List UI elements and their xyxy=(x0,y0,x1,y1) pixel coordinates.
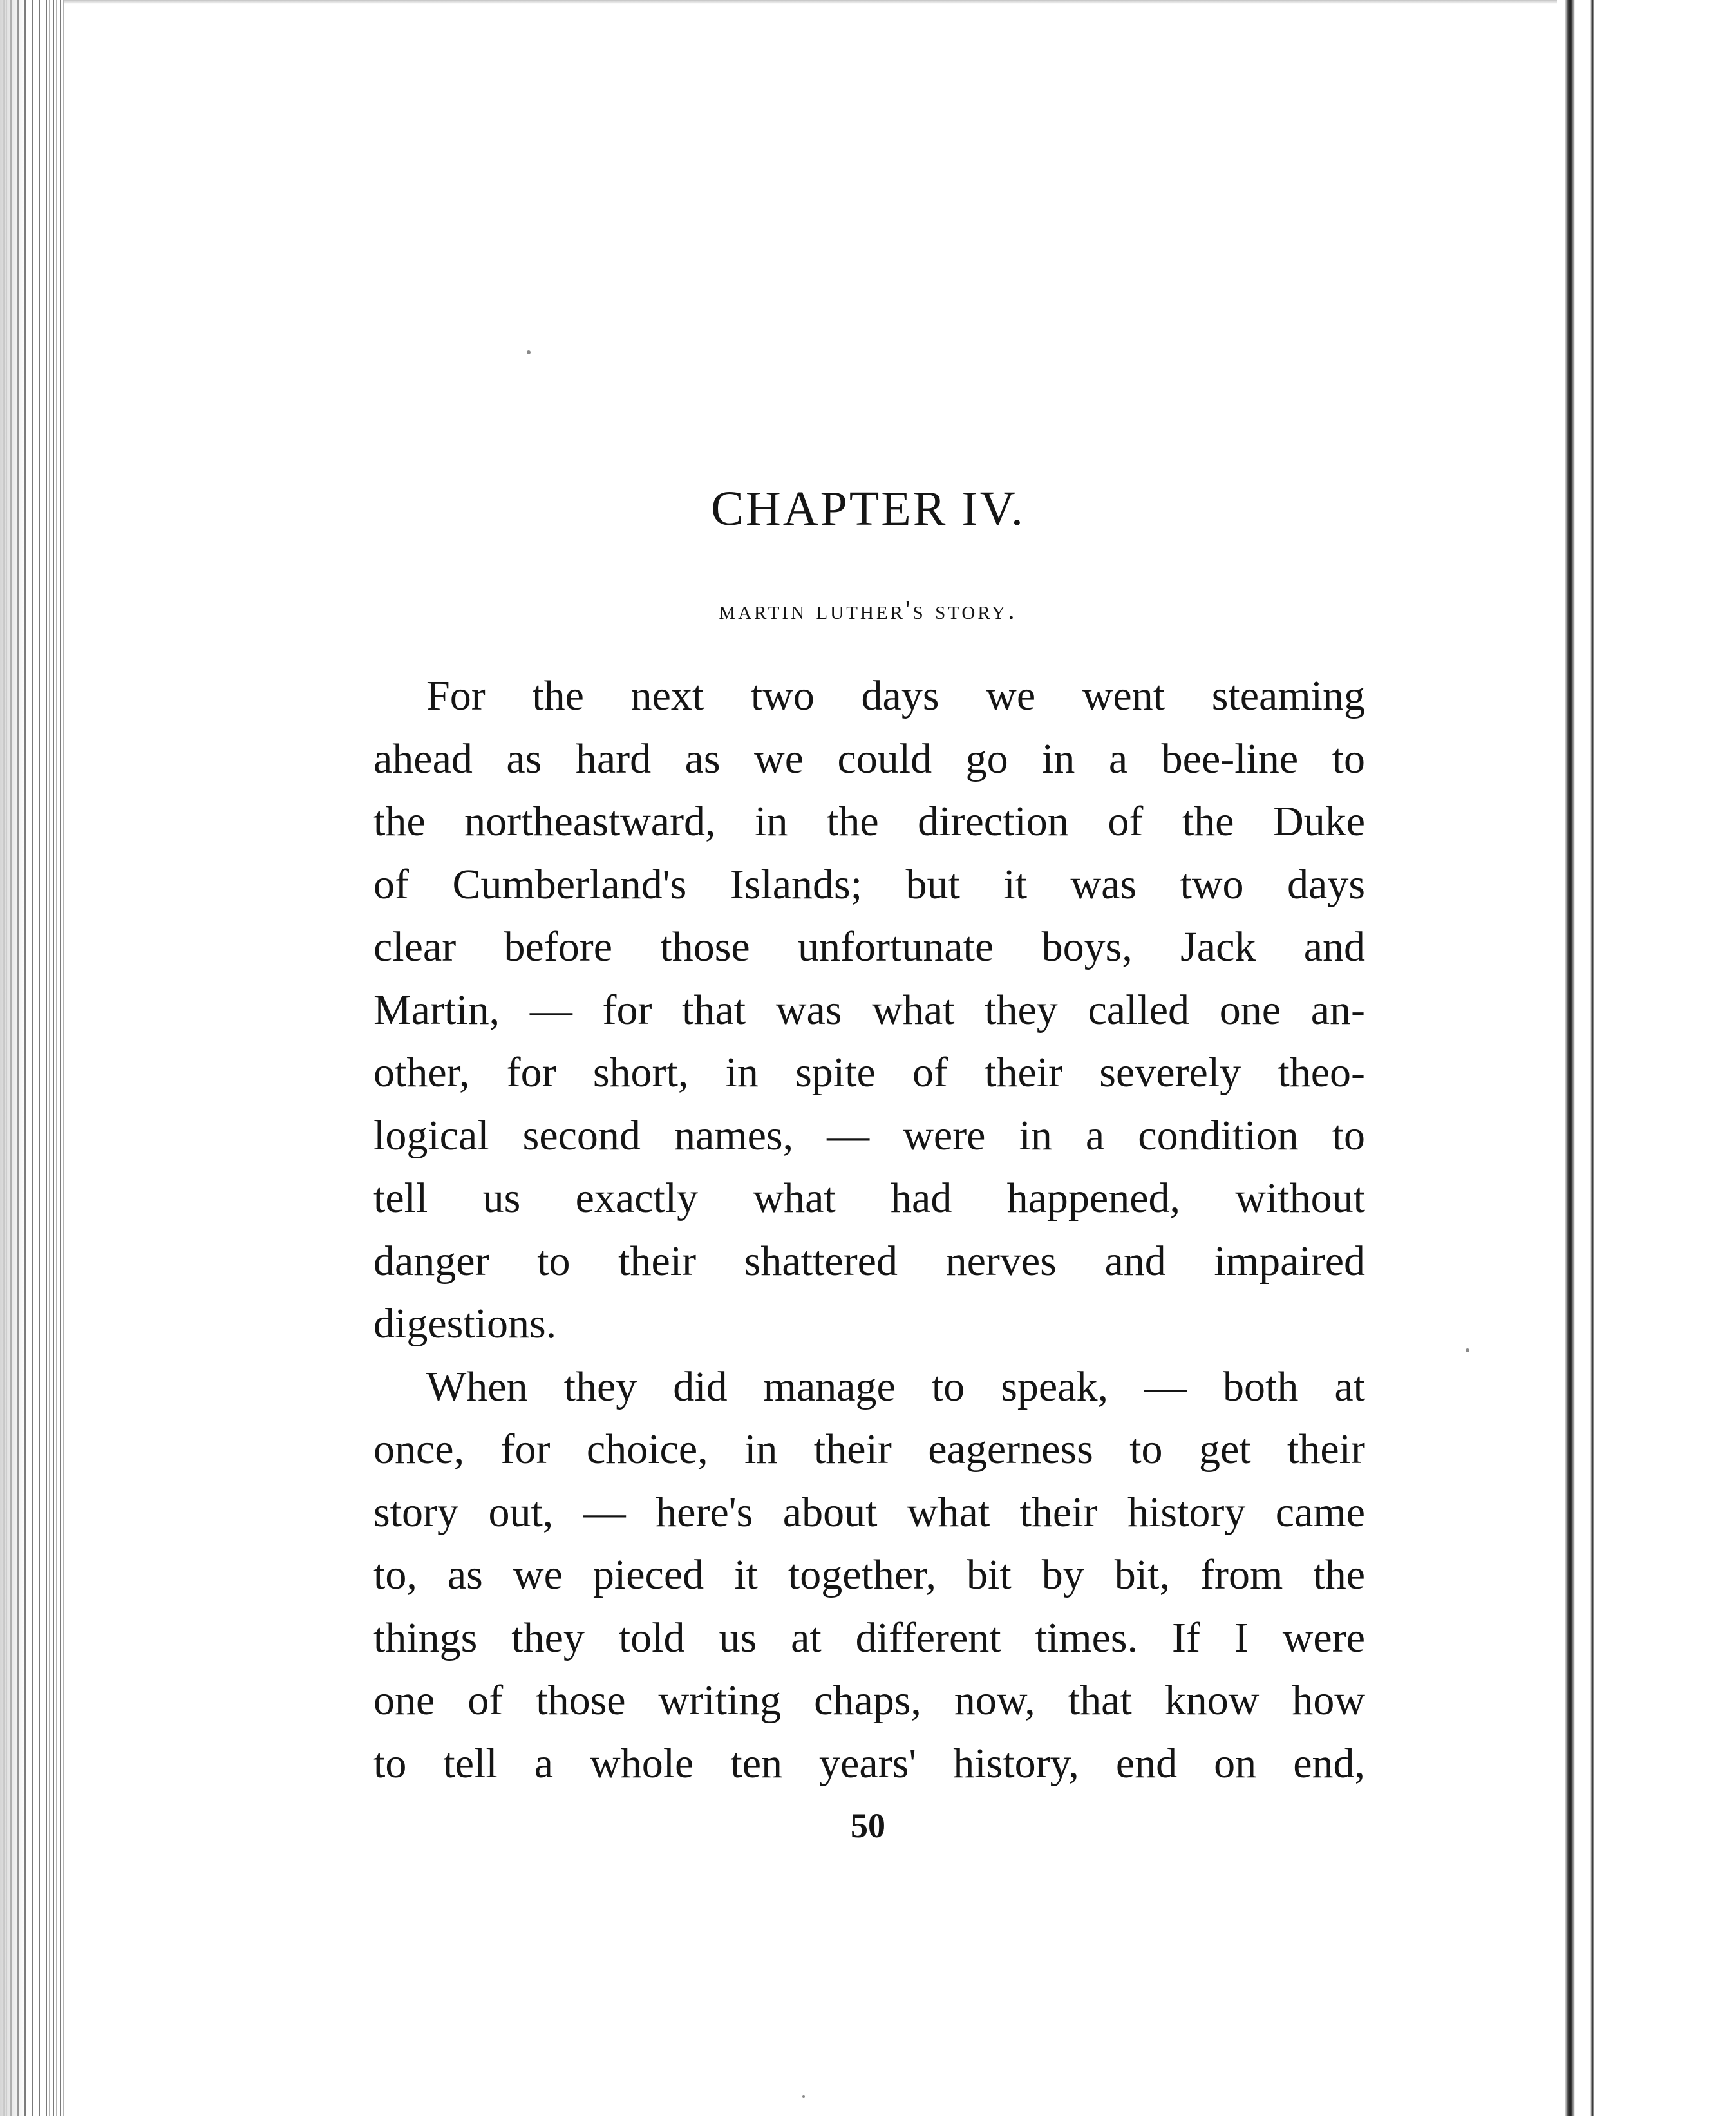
text-line: Martin, — for that was what they called one an- xyxy=(373,986,1365,1034)
text-line: danger to their shattered nerves and impaired xyxy=(373,1237,1365,1285)
left-edge-shadow xyxy=(0,0,26,2116)
text-line: When they did manage to speak, — both at xyxy=(426,1363,1365,1410)
text-line: ahead as hard as we could go in a bee-line to xyxy=(373,735,1365,782)
page-number: 50 xyxy=(851,1806,885,1845)
text-line: to tell a whole ten years' history, end on end, xyxy=(373,1739,1365,1787)
right-binding-edge xyxy=(1565,0,1575,2116)
text-line: other, for short, in spite of their severely theo- xyxy=(373,1049,1365,1096)
scan-speck xyxy=(1466,1348,1469,1352)
right-margin xyxy=(1557,0,1736,2116)
scan-speck xyxy=(802,2095,805,2098)
body-text xyxy=(373,665,1365,1795)
right-page-edge xyxy=(1590,0,1594,2116)
text-line: to, as we pieced it together, bit by bit, from the xyxy=(373,1551,1365,1598)
top-scan-edge xyxy=(64,0,1565,4)
chapter-title: CHAPTER IV. xyxy=(711,482,1025,536)
text-line: digestions. xyxy=(373,1300,557,1347)
text-line: For the next two days we went steaming xyxy=(426,672,1365,719)
text-line: tell us exactly what had happened, without xyxy=(373,1175,1365,1222)
scan-speck xyxy=(527,350,531,354)
text-line: things they told us at different times. If I were xyxy=(373,1614,1365,1661)
text-line: once, for choice, in their eagerness to get their xyxy=(373,1426,1365,1473)
text-line: of Cumberland's Islands; but it was two days xyxy=(373,860,1365,908)
text-line: story out, — here's about what their history came xyxy=(373,1488,1365,1536)
text-line: logical second names, — were in a condition to xyxy=(373,1111,1365,1159)
chapter-subtitle: martin luther's story. xyxy=(719,596,1017,625)
text-line: clear before those unfortunate boys, Jack and xyxy=(373,923,1365,970)
text-line: one of those writing chaps, now, that know how xyxy=(373,1677,1365,1724)
text-line: the northeastward, in the direction of the Duke xyxy=(373,798,1365,845)
